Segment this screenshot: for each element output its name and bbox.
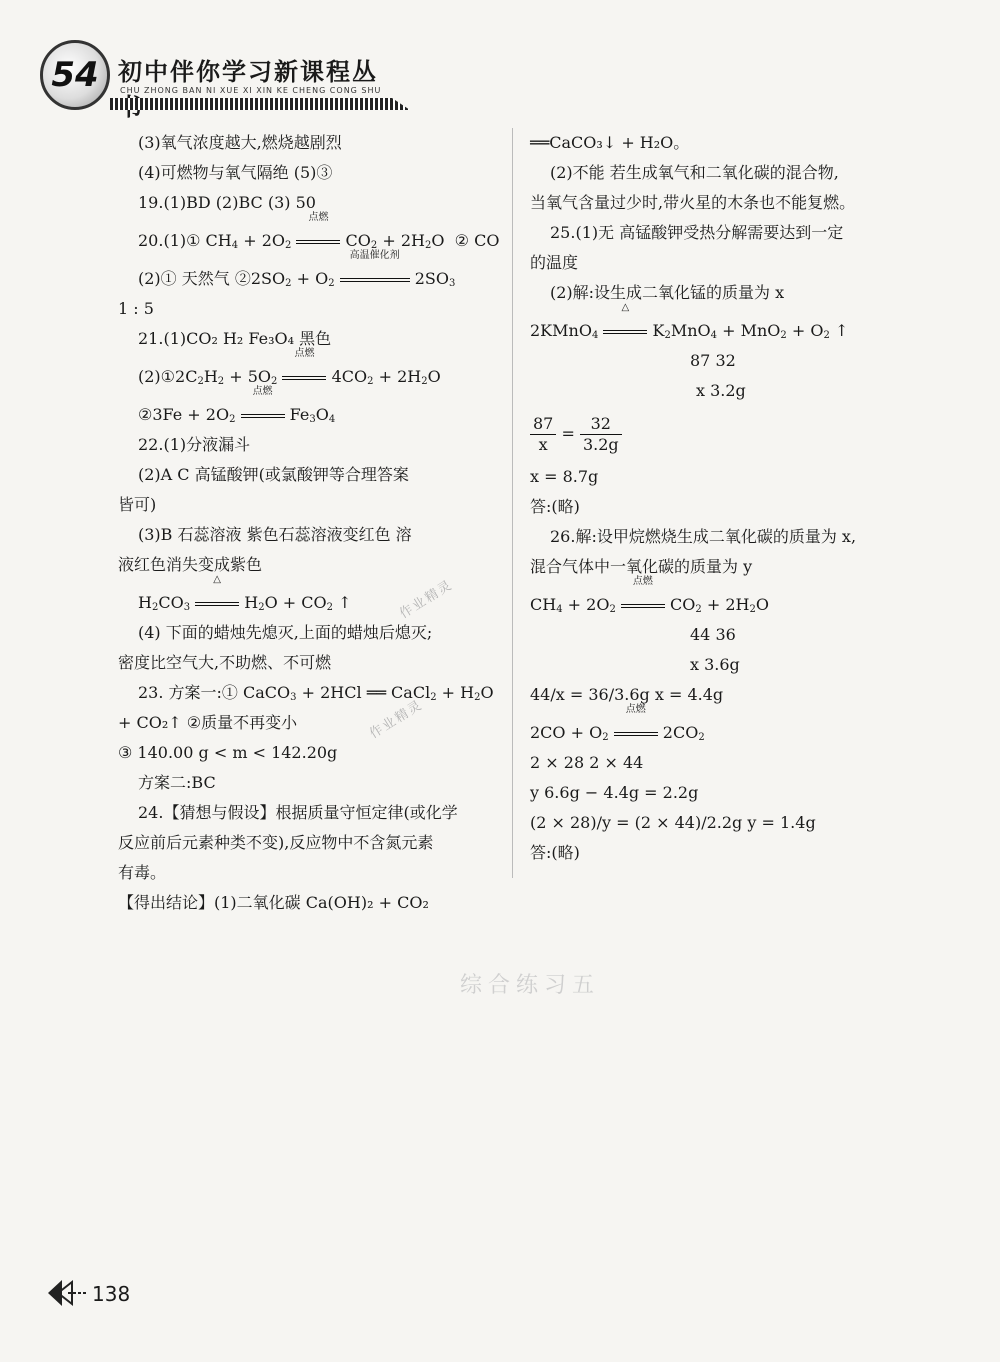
equation-line: ②3Fe + $2O_2$ 点燃 $Fe_3O_4$ <box>118 400 503 430</box>
answer-line: 24.【猜想与假设】根据质量守恒定律(或化学 <box>138 803 458 822</box>
equation-line: (2)① 天然气 $②2SO_2 + O_2$ 高温催化剂 $2SO_3$ <box>118 264 503 294</box>
left-column <box>118 128 503 918</box>
answer-line: 答:(略) <box>530 497 580 516</box>
column-divider <box>512 128 513 878</box>
series-title: 初中伴你学习新课程丛 <box>118 58 378 86</box>
fraction: $\frac{87}{x}$ <box>530 414 556 455</box>
bleed-through-heading: 综合练习五 <box>460 973 601 998</box>
reaction-condition: △ <box>195 588 239 618</box>
right-column <box>530 128 922 868</box>
equation-line: 23. 方案一:① CaCO$_3$ + 2HCl ══ CaCl$_2$ + $H_2O$ <box>138 683 494 703</box>
answer-line: 有毒。 <box>118 863 167 882</box>
answer-line: (4) 下面的蜡烛先熄灭,上面的蜡烛后熄灭; <box>138 623 433 642</box>
answer-line: 44 36 <box>690 625 736 644</box>
answer-line: 当氧气含量过少时,带火星的木条也不能复燃。 <box>530 193 856 212</box>
answer-line: 21.(1)CO₂ H₂ Fe₃O₄ 黑色 <box>138 329 332 348</box>
answer-line: ══CaCO₃↓ + H₂O。 <box>530 133 690 152</box>
answer-line: 反应前后元素种类不变),反应物中不含氮元素 <box>118 833 434 852</box>
page-number: 138 <box>92 1282 131 1306</box>
equation-line: $CH_4 + 2O_2$ 点燃 $CO_2 + 2H_2O$ <box>530 590 922 620</box>
equation-line: $2CO + O_2$ 点燃 $2CO_2$ <box>530 718 922 748</box>
equation-line: $(2)①2C_2H_2 + 5O_2$ 点燃 $4CO_2 + 2H_2O$ <box>118 362 503 392</box>
answer-line: 25.(1)无 高锰酸钾受热分解需要达到一定 <box>550 223 844 242</box>
answer-line: 【得出结论】(1)二氧化碳 Ca(OH)₂ + CO₂ <box>118 893 429 912</box>
answer-line: (3)氧气浓度越大,燃烧越剧烈 <box>138 133 342 152</box>
reaction-condition: 点燃 <box>241 400 285 430</box>
answer-line: 2 × 28 2 × 44 <box>530 753 644 772</box>
equation-line: 20.(1)① $CH_4 + 2O_2$ 点燃 $CO_2 + 2H_2O$ ② CO <box>118 226 503 256</box>
answer-line: 皆可) <box>118 495 157 514</box>
fraction: $\frac{32}{3.2g}$ <box>580 414 622 455</box>
reaction-condition: 点燃 <box>282 362 326 392</box>
answer-line: y 6.6g − 4.4g = 2.2g <box>530 783 699 802</box>
series-pinyin: CHU ZHONG BAN NI XUE XI XIN KE CHENG CONG SHU <box>120 86 382 95</box>
answer-line: x 3.2g <box>696 381 746 400</box>
answer-line: 混合气体中一氧化碳的质量为 y <box>530 557 753 576</box>
watermark-stamp: 作业精灵 <box>397 577 456 622</box>
watermark-stamp: 作业精灵 <box>367 697 426 742</box>
answer-line: 1 : 5 <box>118 299 154 318</box>
answer-line: x 3.6g <box>690 655 740 674</box>
reaction-condition: 点燃 <box>621 590 665 620</box>
answer-line: (2)不能 若生成氧气和二氧化碳的混合物, <box>550 163 839 182</box>
answer-line: 26.解:设甲烷燃烧生成二氧化碳的质量为 x, <box>550 527 857 546</box>
answer-line: 液红色消失变成紫色 <box>118 555 263 574</box>
series-logo: 54 <box>40 40 110 110</box>
answer-line: 44/x = 36/3.6g x = 4.4g <box>530 685 724 704</box>
page-arrow-icon <box>48 1278 88 1308</box>
answer-line: 22.(1)分液漏斗 <box>138 435 251 454</box>
answer-line: (4)可燃物与氧气隔绝 (5)③ <box>138 163 333 182</box>
answer-line: 方案二:BC <box>138 773 216 792</box>
answer-line: x = 8.7g <box>530 467 599 486</box>
answer-line: (3)B 石蕊溶液 紫色石蕊溶液变红色 溶 <box>138 525 412 544</box>
header-decorative-bar <box>110 98 410 110</box>
equation-line: $H_2CO_3$ △ $H_2O + CO_2$ ↑ <box>118 588 503 618</box>
reaction-condition: 点燃 <box>614 718 658 748</box>
answer-line: + CO₂↑ ②质量不再变小 <box>118 713 298 732</box>
reaction-condition: 高温催化剂 <box>340 264 410 294</box>
page-header <box>40 40 400 112</box>
equation-line: 2KMnO$_4$ △ $K_2MnO_4 + MnO_2 + O_2$ ↑ <box>530 316 922 346</box>
answer-line: (2)A C 高锰酸钾(或氯酸钾等合理答案 <box>138 465 409 484</box>
answer-line: (2)解:设生成二氧化锰的质量为 x <box>550 283 785 302</box>
answer-line: 密度比空气大,不助燃、不可燃 <box>118 653 332 672</box>
answer-line: 87 32 <box>690 351 736 370</box>
reaction-condition: 点燃 <box>296 226 340 256</box>
reaction-condition: △ <box>603 316 647 346</box>
answer-line: 的温度 <box>530 253 579 272</box>
answer-line: (2 × 28)/y = (2 × 44)/2.2g y = 1.4g <box>530 813 816 832</box>
answer-line: 19.(1)BD (2)BC (3) 50 <box>138 193 316 212</box>
answer-line: 答:(略) <box>530 843 580 862</box>
answer-line: ③ 140.00 g < m < 142.20g <box>118 743 338 762</box>
ratio-line: $\frac{87}{x}$ = $\frac{32}{3.2g}$ <box>530 414 922 462</box>
